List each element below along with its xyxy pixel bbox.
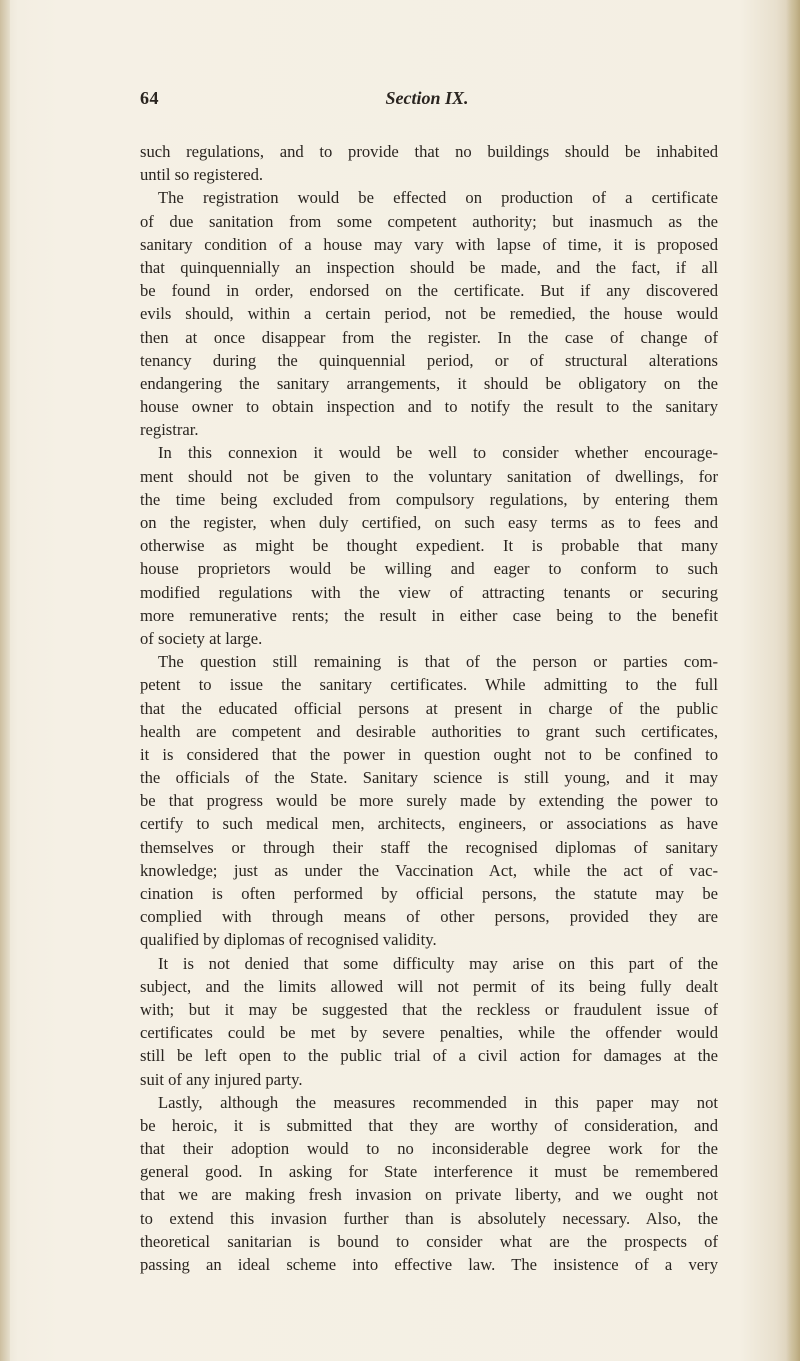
text-line: that the educated official persons at present in charge of the public bbox=[140, 698, 718, 718]
text-line: tenancy during the quinquennial period, or of structural alterations bbox=[140, 350, 718, 370]
text-line: The question still remaining is that of the person or parties com- bbox=[158, 652, 718, 672]
text-line: to extend this invasion further than is absolutely necessary. Also, the bbox=[140, 1208, 718, 1228]
text-line: petent to issue the sanitary certificates. While admitting to the full bbox=[140, 675, 718, 695]
text-line: with; but it may be suggested that the reckless or fraudulent issue of bbox=[140, 999, 718, 1019]
text-line: more remunerative rents; the result in either case being to the benefit bbox=[140, 605, 718, 625]
text-line: until so registered. bbox=[140, 165, 264, 185]
text-line: then at once disappear from the register. In the case of change of bbox=[140, 327, 718, 347]
text-line: modified regulations with the view of attracting tenants or securing bbox=[140, 582, 718, 602]
text-line: knowledge; just as under the Vaccination Act, while the act of vac- bbox=[140, 860, 718, 880]
text-line: of society at large. bbox=[140, 628, 263, 648]
text-line: suit of any injured party. bbox=[140, 1069, 303, 1089]
text-line: evils should, within a certain period, not be remedied, the house would bbox=[140, 304, 718, 324]
text-line: that quinquennially an inspection should be made, and the fact, if all bbox=[140, 257, 718, 277]
running-head: Section IX. bbox=[385, 88, 469, 108]
text-line: health are competent and desirable authorities to grant such certificates, bbox=[140, 721, 718, 741]
text-line: the officials of the State. Sanitary science is still young, and it may bbox=[140, 768, 718, 788]
text-line: certify to such medical men, architects, engineers, or associations as have bbox=[140, 814, 718, 834]
text-line: be that progress would be more surely made by extending the power to bbox=[140, 791, 718, 811]
page-edge-shadow bbox=[786, 0, 800, 1361]
page-number: 64 bbox=[140, 88, 159, 108]
text-line: subject, and the limits allowed will not permit of its being fully dealt bbox=[140, 976, 718, 996]
text-line: house owner to obtain inspection and to notify the result to the sanitary bbox=[140, 397, 718, 417]
page-header bbox=[136, 88, 718, 112]
binding-edge bbox=[0, 0, 10, 1361]
text-line: The registration would be effected on production of a certificate bbox=[158, 188, 718, 208]
text-line: sanitary condition of a house may vary with lapse of time, it is proposed bbox=[140, 234, 718, 254]
text-line: It is not denied that some difficulty may arise on this part of the bbox=[158, 953, 718, 973]
text-line: the time being excluded from compulsory regulations, by entering them bbox=[140, 489, 718, 509]
text-line: general good. In asking for State interference it must be remembered bbox=[140, 1162, 718, 1182]
text-line: passing an ideal scheme into effective law. The insistence of a very bbox=[140, 1255, 718, 1274]
text-line: such regulations, and to provide that no buildings should be inhabited bbox=[140, 142, 718, 161]
text-line: ment should not be given to the voluntary sanitation of dwellings, for bbox=[140, 466, 718, 486]
text-line: be found in order, endorsed on the certificate. But if any discovered bbox=[140, 281, 718, 301]
text-line: on the register, when duly certified, on such easy terms as to fees and bbox=[140, 513, 718, 532]
text-line: be heroic, it is submitted that they are worthy of consideration, and bbox=[140, 1115, 718, 1135]
text-line: still be left open to the public trial of a civil action for damages at the bbox=[140, 1046, 718, 1066]
text-line: house proprietors would be willing and eager to conform to such bbox=[140, 559, 718, 579]
text-line: qualified by diplomas of recognised validity. bbox=[140, 930, 437, 950]
text-line: that we are making fresh invasion on private liberty, and we ought not bbox=[140, 1185, 718, 1205]
text-line: Lastly, although the measures recommended in this paper may not bbox=[158, 1092, 718, 1112]
text-line: In this connexion it would be well to consider whether encourage- bbox=[158, 443, 718, 463]
text-line: registrar. bbox=[140, 420, 199, 440]
text-line: that their adoption would to no inconsiderable degree work for the bbox=[140, 1139, 718, 1159]
text-line: themselves or through their staff the recognised diplomas of sanitary bbox=[140, 837, 718, 857]
text-line: otherwise as might be thought expedient. It is probable that many bbox=[140, 536, 718, 556]
text-line: it is considered that the power in question ought not to be confined to bbox=[140, 744, 718, 764]
text-line: complied with through means of other persons, provided they are bbox=[140, 907, 718, 927]
text-line: certificates could be met by severe penalties, while the offender would bbox=[140, 1023, 718, 1043]
text-line: cination is often performed by official persons, the statute may be bbox=[140, 884, 718, 903]
text-line: endangering the sanitary arrangements, it should be obligatory on the bbox=[140, 373, 718, 393]
body-text bbox=[140, 140, 718, 1276]
text-line: theoretical sanitarian is bound to consider what are the prospects of bbox=[140, 1231, 718, 1251]
text-line: of due sanitation from some competent authority; but inasmuch as the bbox=[140, 211, 718, 231]
